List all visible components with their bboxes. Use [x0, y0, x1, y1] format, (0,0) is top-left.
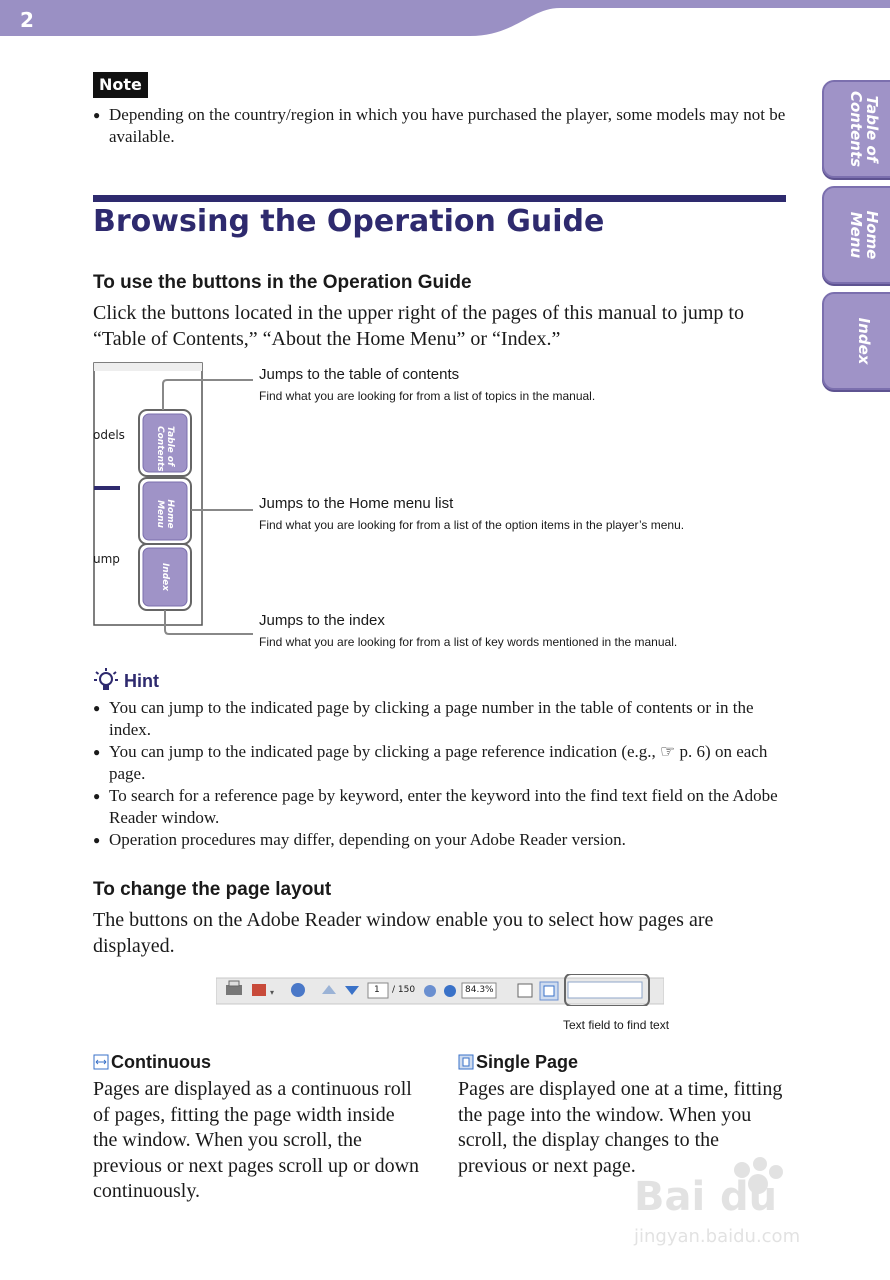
toolbar-page-field: 1 [374, 985, 380, 995]
continuous-icon [93, 1054, 109, 1070]
diagram-graphic [93, 362, 793, 662]
find-text-label: Text field to find text [563, 1018, 670, 1032]
watermark-logo [632, 1150, 842, 1250]
tab-table-of-contents-label: Table of Contents [847, 90, 881, 168]
mini-tab-index: Index [160, 562, 170, 592]
mini-tab-home: Home Menu [155, 499, 175, 529]
callout-home-desc: Find what you are looking for from a list of the option items in the player’s menu. [259, 518, 685, 532]
svg-text:jingyan.baidu.com: jingyan.baidu.com [634, 1226, 801, 1247]
tab-index[interactable] [822, 292, 890, 390]
tab-home-menu-label: Home Menu [847, 210, 881, 260]
callout-index-desc: Find what you are looking for from a list of key words mentioned in the manual. [259, 635, 678, 649]
fragment-text-models: odels [93, 428, 125, 442]
note-list [93, 104, 793, 148]
continuous-heading [93, 1052, 211, 1073]
mini-tab-toc: Table of Contents [155, 426, 175, 472]
section-heading-buttons: To use the buttons in the Operation Guide [93, 272, 472, 293]
hint-item: ● To search for a reference page by keyword, enter the keyword into the find text field on the Adobe Reader window. [93, 785, 793, 829]
single-page-body: Pages are displayed one at a time, fitting the page into the window. When you scroll, the display changes to the previous or next page. [458, 1078, 783, 1177]
hint-item: ● You can jump to the indicated page by clicking a page number in the table of contents or in the index. [93, 697, 793, 741]
svg-text:▾: ▾ [270, 988, 275, 997]
tab-index-label: Index [855, 317, 873, 365]
toolbar-graphic [216, 974, 664, 1006]
hint-label: Hint [124, 671, 159, 691]
page-title: Browsing the Operation Guide [93, 204, 605, 239]
page-number: 2 [20, 8, 34, 32]
toolbar-zoom: 84.3% [465, 985, 494, 995]
section-heading-layout: To change the page layout [93, 879, 332, 900]
title-rule [93, 195, 786, 202]
lightbulb-icon [93, 667, 119, 693]
single-page-heading-text: Single Page [476, 1052, 579, 1072]
callout-index-title: Jumps to the index [259, 612, 385, 629]
note-item: ● Depending on the country/region in which you have purchased the player, some models may not be available. [93, 104, 793, 148]
tab-home-menu[interactable] [822, 186, 890, 284]
single-page-heading [458, 1052, 578, 1073]
section-body-buttons: Click the buttons located in the upper right of the pages of this manual to jump to “Table of Contents,” “About the Home Menu” or “Index.” [93, 302, 744, 350]
reader-toolbar [216, 974, 664, 1006]
header-band [0, 0, 890, 36]
nav-buttons-diagram [93, 362, 793, 662]
callout-toc-title: Jumps to the table of contents [259, 366, 460, 383]
hint-list [93, 697, 793, 851]
tab-table-of-contents[interactable] [822, 80, 890, 178]
svg-text:du: du [720, 1174, 778, 1220]
single-page-icon [458, 1054, 474, 1070]
continuous-body: Pages are displayed as a continuous roll of pages, fitting the page width inside the window. When you scroll, the previous or next pages scroll up or down continuously. [93, 1078, 420, 1202]
toolbar-page-total: / 150 [392, 985, 416, 995]
callout-toc-desc: Find what you are looking for from a list of topics in the manual. [259, 389, 596, 403]
fragment-text-jump: ump [93, 552, 120, 566]
continuous-heading-text: Continuous [111, 1052, 211, 1072]
note-badge: Note [93, 72, 148, 98]
hint-item: ● You can jump to the indicated page by clicking a page reference indication (e.g., ☞ p. 6) on each page. [93, 741, 793, 785]
callout-home-title: Jumps to the Home menu list [259, 495, 454, 512]
hint-item: ● Operation procedures may differ, depending on your Adobe Reader version. [93, 829, 793, 851]
section-body-layout: The buttons on the Adobe Reader window enable you to select how pages are displayed. [93, 909, 714, 957]
svg-text:Bai: Bai [634, 1174, 706, 1220]
